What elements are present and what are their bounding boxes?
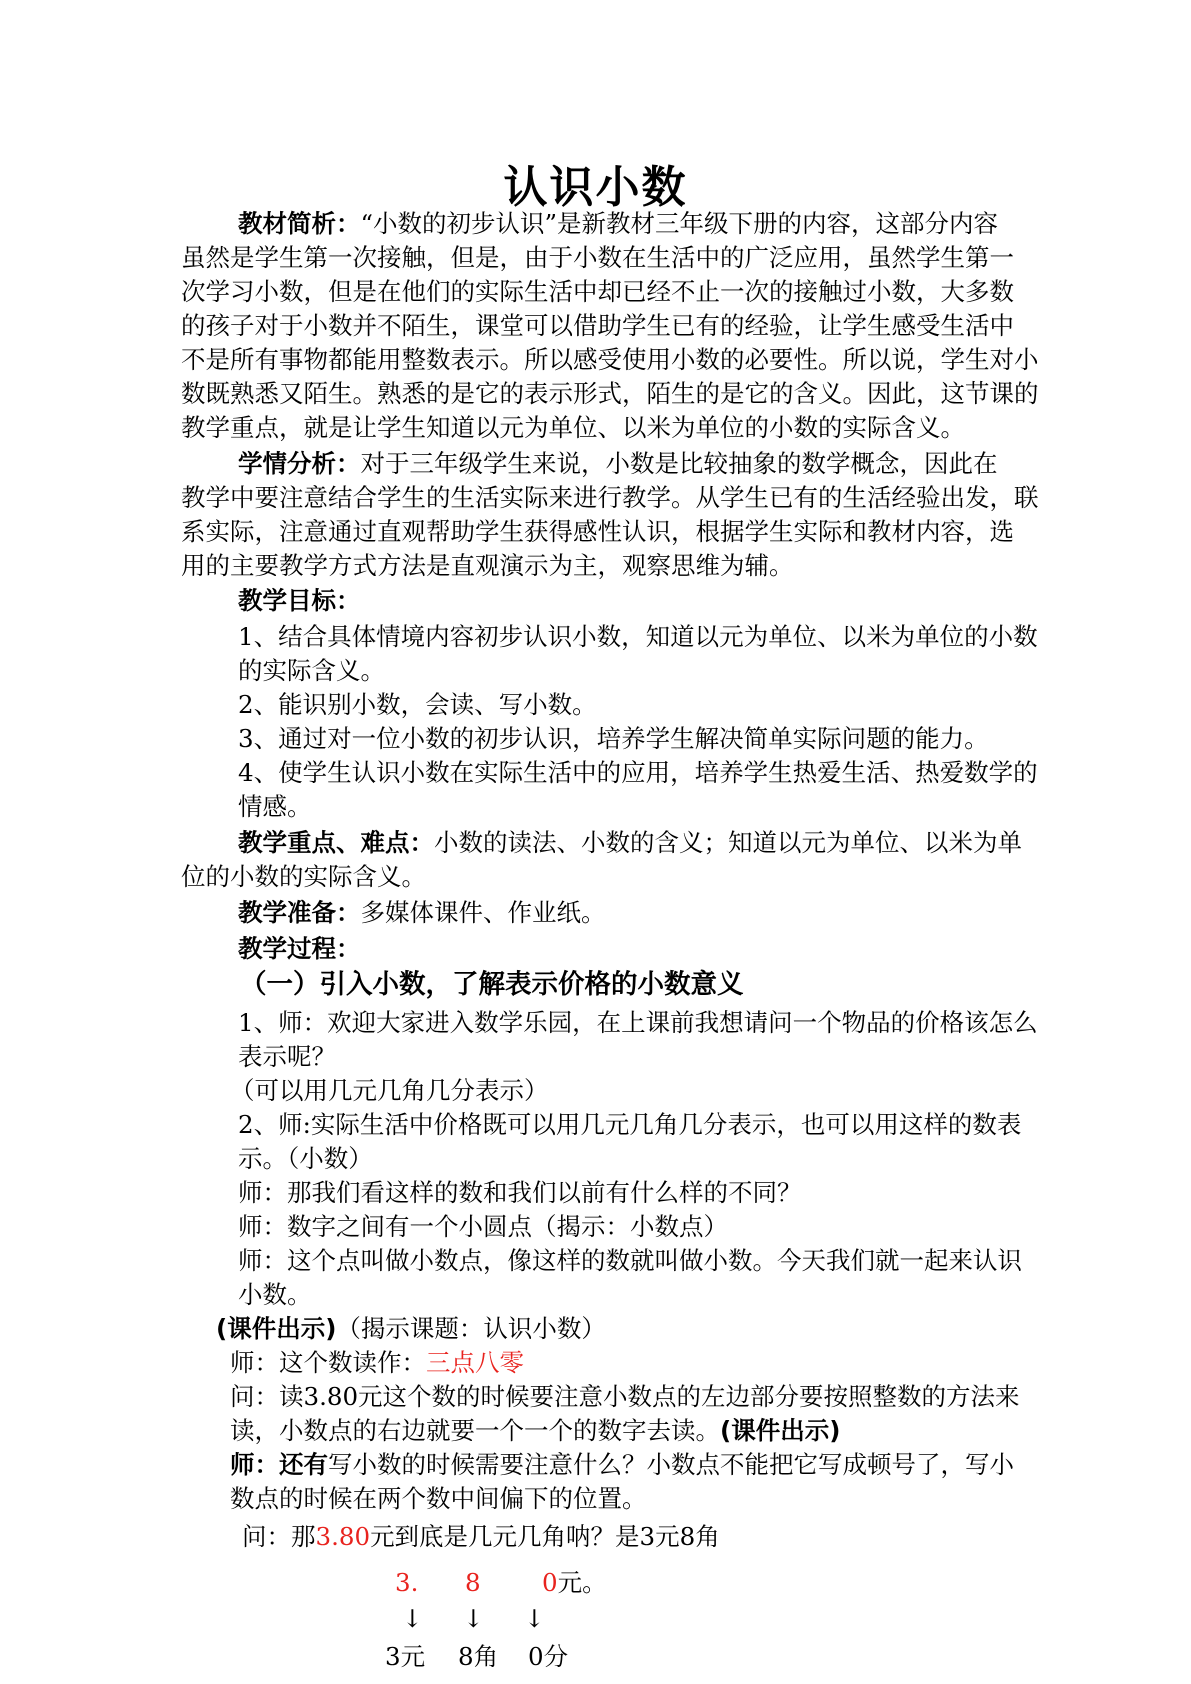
number-highlight: 3.80 bbox=[315, 1522, 371, 1551]
unit-label: 元。 bbox=[557, 1568, 607, 1597]
digit-hundredths-line bbox=[542, 1566, 607, 1600]
analysis-line: 虽然是学生第一次接触，但是，由于小数在生活中的广泛应用，虽然学生第一 bbox=[181, 243, 1014, 272]
learner-line: 用的主要教学方式方法是直观演示为主，观察思维为辅。 bbox=[181, 551, 794, 580]
goal-line: 3、通过对一位小数的初步认识，培养学生解决简单实际问题的能力。 bbox=[238, 724, 989, 753]
dialog-line: 师：那我们看这样的数和我们以前有什么样的不同？ bbox=[238, 1178, 802, 1207]
goal-line: 的实际含义。 bbox=[238, 656, 385, 685]
dialog-text: 写小数的时候需要注意什么？小数点不能把它写成顿号了，写小 bbox=[328, 1450, 1014, 1479]
page-title: 认识小数 bbox=[503, 162, 688, 213]
keypoints-line bbox=[238, 826, 1022, 860]
dialog-text: 读，小数点的右边就要一个一个的数字去读。 bbox=[230, 1416, 720, 1445]
learner-label: 学情分析： bbox=[238, 449, 361, 478]
dialog-line: 问：读3.80元这个数的时候要注意小数点的左边部分要按照整数的方法来 bbox=[230, 1382, 1020, 1411]
dialog-line bbox=[242, 1520, 720, 1554]
down-arrow-icon: ↓ bbox=[463, 1604, 484, 1633]
goal-line: 1、结合具体情境内容初步认识小数，知道以元为单位、以米为单位的小数 bbox=[238, 622, 1038, 651]
dialog-text: （揭示课题：认识小数） bbox=[336, 1314, 606, 1343]
analysis-label: 教材简析： bbox=[238, 209, 361, 238]
analysis-line: 的孩子对于小数并不陌生，课堂可以借助学生已有的经验，让学生感受生活中 bbox=[181, 311, 1014, 340]
prep-line bbox=[238, 896, 606, 930]
dialog-line: 2、师:实际生活中价格既可以用几元几角几分表示，也可以用这样的数表 bbox=[238, 1110, 1022, 1139]
dialog-line bbox=[216, 1312, 606, 1346]
yuan-result: 3元 bbox=[385, 1642, 426, 1671]
keypoints-label: 教学重点、难点： bbox=[238, 828, 434, 857]
reading-highlight: 三点八零 bbox=[426, 1348, 524, 1377]
analysis-line bbox=[238, 207, 998, 241]
prep-label: 教学准备： bbox=[238, 898, 361, 927]
process-label: 教学过程： bbox=[238, 934, 361, 963]
keypoints-line: 位的小数的实际含义。 bbox=[181, 862, 426, 891]
courseware-note: (课件出示) bbox=[720, 1416, 841, 1445]
goal-line: 4、使学生认识小数在实际生活中的应用，培养学生热爱生活、热爱数学的 bbox=[238, 758, 1038, 787]
learner-line bbox=[238, 447, 998, 481]
keypoints-text: 小数的读法、小数的含义；知道以元为单位、以米为单 bbox=[434, 828, 1022, 857]
dialog-line: 数点的时候在两个数中间偏下的位置。 bbox=[230, 1484, 647, 1513]
down-arrow-icon: ↓ bbox=[524, 1604, 545, 1633]
part1-heading: （一）引入小数，了解表示价格的小数意义 bbox=[240, 969, 744, 1000]
teacher-note: 师：还有 bbox=[230, 1450, 328, 1479]
dialog-text: 师：这个数读作： bbox=[230, 1348, 426, 1377]
learner-text: 对于三年级学生来说，小数是比较抽象的数学概念，因此在 bbox=[360, 449, 998, 478]
dialog-line: 表示呢？ bbox=[238, 1042, 336, 1071]
dialog-line: 小数。 bbox=[238, 1280, 312, 1309]
goals-label: 教学目标： bbox=[238, 586, 361, 615]
dialog-line bbox=[230, 1346, 524, 1380]
analysis-line: 教学重点，就是让学生知道以元为单位、以米为单位的小数的实际含义。 bbox=[181, 413, 965, 442]
digit-ones: 3. bbox=[395, 1568, 419, 1597]
dialog-line bbox=[230, 1414, 840, 1448]
learner-line: 教学中要注意结合学生的生活实际来进行教学。从学生已有的生活经验出发，联 bbox=[181, 483, 1039, 512]
goal-line: 情感。 bbox=[238, 792, 312, 821]
dialog-line: （可以用几元几角几分表示） bbox=[230, 1076, 549, 1105]
analysis-text: “小数的初步认识”是新教材三年级下册的内容，这部分内容 bbox=[360, 209, 999, 238]
down-arrow-icon: ↓ bbox=[402, 1604, 423, 1633]
learner-line: 系实际，注意通过直观帮助学生获得感性认识，根据学生实际和教材内容，选 bbox=[181, 517, 1014, 546]
analysis-line: 次学习小数，但是在他们的实际生活中却已经不止一次的接触过小数，大多数 bbox=[181, 277, 1014, 306]
dialog-line: 师：数字之间有一个小圆点（揭示：小数点） bbox=[238, 1212, 728, 1241]
dialog-line: 示。（小数） bbox=[238, 1144, 373, 1173]
prep-text: 多媒体课件、作业纸。 bbox=[360, 898, 606, 927]
goal-line: 2、能识别小数，会读、写小数。 bbox=[238, 690, 597, 719]
dialog-text: 元到底是几元几角呐？是3元8角 bbox=[370, 1522, 720, 1551]
dialog-line bbox=[230, 1448, 1014, 1482]
digit-hundredths: 0 bbox=[542, 1568, 558, 1597]
dialog-text: 问：那 bbox=[242, 1522, 316, 1551]
courseware-note: (课件出示) bbox=[216, 1314, 337, 1343]
analysis-line: 不是所有事物都能用整数表示。所以感受使用小数的必要性。所以说，学生对小 bbox=[181, 345, 1039, 374]
jiao-result: 8角 bbox=[458, 1642, 499, 1671]
analysis-line: 数既熟悉又陌生。熟悉的是它的表示形式，陌生的是它的含义。因此，这节课的 bbox=[181, 379, 1039, 408]
digit-tenths: 8 bbox=[465, 1568, 481, 1597]
dialog-line: 1、师：欢迎大家进入数学乐园，在上课前我想请问一个物品的价格该怎么 bbox=[238, 1008, 1038, 1037]
fen-result: 0分 bbox=[528, 1642, 569, 1671]
dialog-line: 师：这个点叫做小数点，像这样的数就叫做小数。今天我们就一起来认识 bbox=[238, 1246, 1022, 1275]
